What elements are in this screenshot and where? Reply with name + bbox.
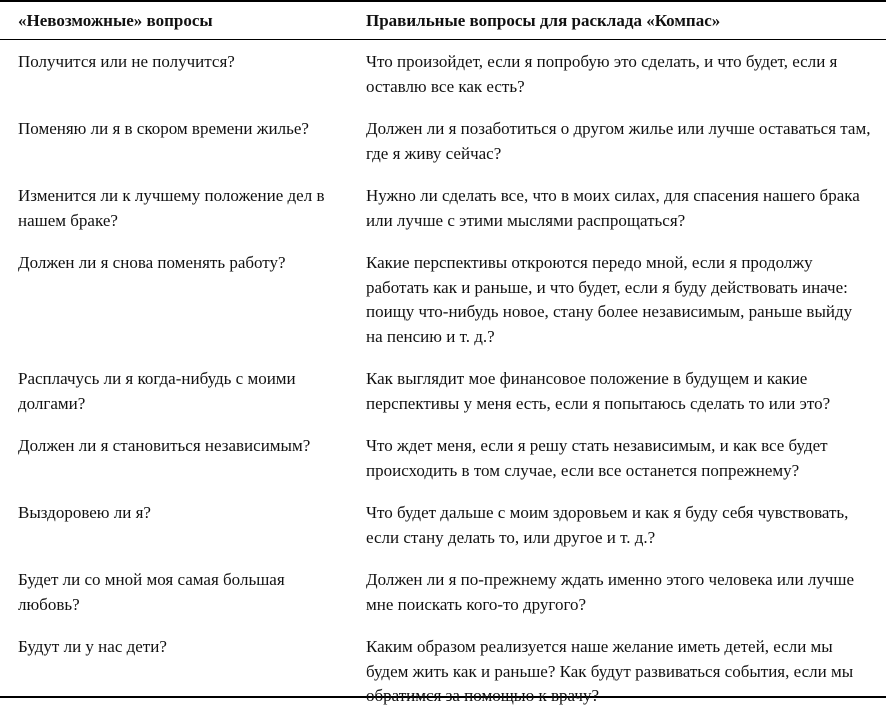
- table-row: [0, 559, 886, 626]
- impossible-question-cell: Будут ли у нас дети?: [18, 637, 167, 656]
- questions-table: [0, 2, 886, 718]
- impossible-question-cell: Поменяю ли я в скором времени жилье?: [18, 119, 309, 138]
- correct-question-cell: Должен ли я по-прежнему ждать именно этого человека или лучше мне поискать кого-то другого?: [366, 570, 854, 614]
- correct-question-cell: Должен ли я позаботиться о другом жилье или лучше оставаться там, где я живу сейчас?: [366, 119, 871, 163]
- table-row: [0, 108, 886, 175]
- table-row: [0, 425, 886, 492]
- table-header-row: [0, 2, 886, 40]
- impossible-question-cell: Расплачусь ли я когда-нибудь с моими долгами?: [18, 369, 296, 413]
- table-row: [0, 626, 886, 718]
- table-row: [0, 358, 886, 425]
- impossible-question-cell: Получится или не получится?: [18, 52, 235, 71]
- table-row: [0, 492, 886, 559]
- table-row: [0, 175, 886, 242]
- correct-question-cell: Как выглядит мое финансовое положение в будущем и какие перспективы у меня есть, если я попытаюсь сделать то или это?: [366, 369, 831, 413]
- table-row: [0, 40, 886, 109]
- correct-question-cell: Что произойдет, если я попробую это сделать, и что будет, если я оставлю все как есть?: [366, 52, 838, 96]
- correct-question-cell: Какие перспективы откроются передо мной, если я продолжу работать как и раньше, и что будет, если я буду действовать иначе: поищу что-нибудь новое, стану более независимым, раньше выйду на пенсию и т. д.?: [366, 253, 853, 346]
- correct-question-cell: Что ждет меня, если я решу стать независимым, и как все будет происходить в том случае, если все останется попрежнему?: [366, 436, 828, 480]
- correct-question-cell: Нужно ли сделать все, что в моих силах, для спасения нашего брака или лучше с этими мыслями распрощаться?: [366, 186, 860, 230]
- header-impossible-questions: «Невозможные» вопросы: [0, 2, 351, 40]
- correct-question-cell: Каким образом реализуется наше желание иметь детей, если мы будем жить как и раньше? Как будут развиваться события, если мы обратимся за помощью к врачу?: [366, 637, 854, 705]
- impossible-question-cell: Изменится ли к лучшему положение дел в нашем браке?: [18, 186, 325, 230]
- impossible-question-cell: Будет ли со мной моя самая большая любовь?: [18, 570, 285, 614]
- impossible-question-cell: Должен ли я становиться независимым?: [18, 436, 311, 455]
- impossible-question-cell: Выздоровею ли я?: [18, 503, 151, 522]
- header-correct-questions: Правильные вопросы для расклада «Компас»: [351, 2, 886, 40]
- table-row: [0, 242, 886, 358]
- impossible-question-cell: Должен ли я снова поменять работу?: [18, 253, 286, 272]
- correct-question-cell: Что будет дальше с моим здоровьем и как я буду себя чувствовать, если стану делать то, или другое и т. д.?: [366, 503, 849, 547]
